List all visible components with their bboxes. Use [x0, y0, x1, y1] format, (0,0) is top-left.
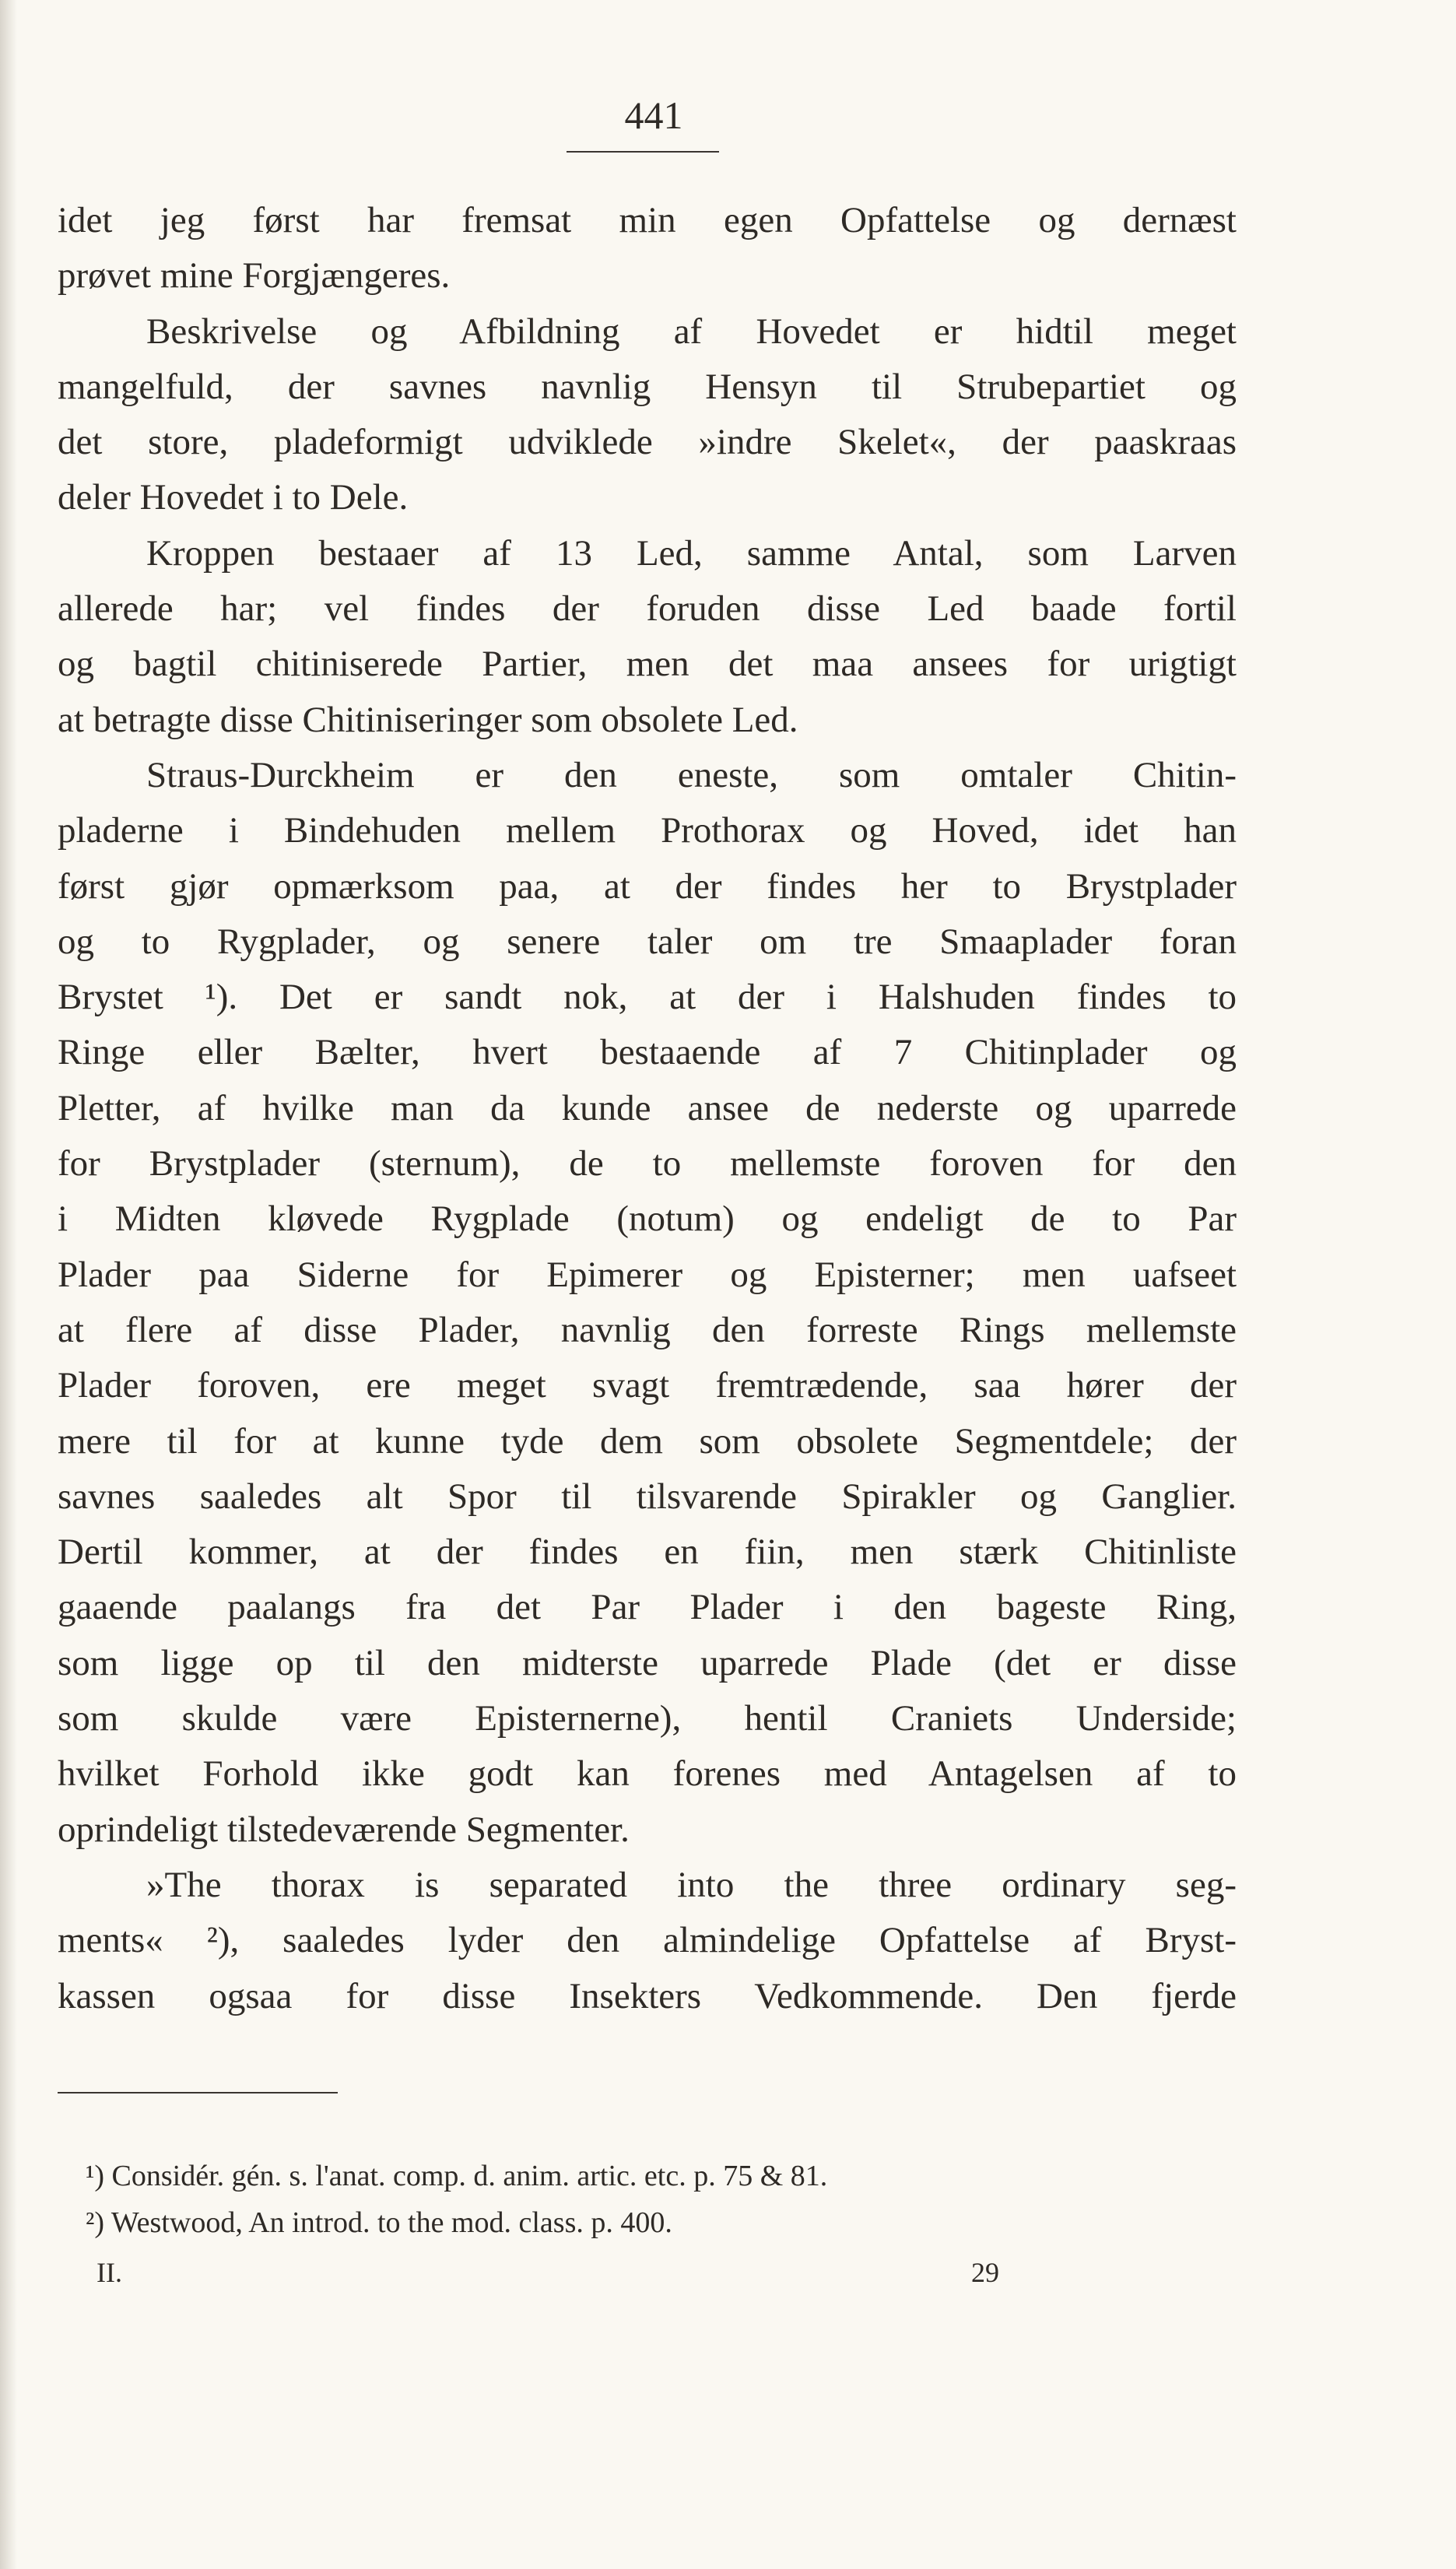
footnote-separator [58, 2092, 338, 2093]
page-number-rule [567, 151, 719, 153]
text-line: og bagtil chitiniserede Partier, men det maa ansees for urigtigt [58, 644, 1237, 685]
text-line: gaaende paalangs fra det Par Plader i den bageste Ring, [58, 1587, 1237, 1628]
text-line: oprindeligt tilstedeværende Segmenter. [58, 1809, 630, 1850]
text-line: idet jeg først har fremsat min egen Opfattelse og dernæst [58, 200, 1237, 240]
text-line: i Midten kløvede Rygplade (notum) og endeligt de to Par [58, 1199, 1237, 1240]
page-edge-shadow [0, 0, 17, 2569]
text-line: Pletter, af hvilke man da kunde ansee de nederste og uparrede [58, 1087, 1237, 1128]
text-line: Dertil kommer, at der findes en fiin, men stærk Chitinliste [58, 1532, 1237, 1573]
footnote: ¹) Considér. gén. s. l'anat. comp. d. anim. artic. etc. p. 75 & 81. [86, 2160, 828, 2192]
volume-mark: II. [96, 2257, 122, 2288]
text-line: det store, pladeformigt udviklede »indre Skelet«, der paaskraas [58, 422, 1237, 463]
page-number: 441 [624, 93, 683, 137]
text-line: Beskrivelse og Afbildning af Hovedet er hidtil meget [146, 311, 1237, 352]
sheet-signature: 29 [971, 2257, 999, 2288]
text-line: pladerne i Bindehuden mellem Prothorax og Hoved, idet han [58, 810, 1237, 851]
text-line: hvilket Forhold ikke godt kan forenes med Antagelsen af to [58, 1753, 1237, 1795]
text-line: deler Hovedet i to Dele. [58, 477, 409, 518]
text-line: savnes saaledes alt Spor til tilsvarende Spirakler og Ganglier. [58, 1476, 1237, 1517]
footnotes [86, 2153, 1214, 2246]
signature-line [96, 2249, 1030, 2296]
text-line: allerede har; vel findes der foruden disse Led baade fortil [58, 588, 1237, 630]
footnote: ²) Westwood, An introd. to the mod. class. p. 400. [86, 2206, 672, 2239]
text-line: Plader foroven, ere meget svagt fremtrædende, saa hører der [58, 1365, 1237, 1406]
text-line: Straus-Durckheim er den eneste, som omtaler Chitin- [146, 754, 1237, 795]
text-line: Kroppen bestaaer af 13 Led, samme Antal, som Larven [146, 532, 1237, 574]
text-line: mangelfuld, der savnes navnlig Hensyn til Strubepartiet og [58, 366, 1237, 407]
text-line: for Brystplader (sternum), de to mellemste foroven for den [58, 1143, 1237, 1184]
body-text [58, 193, 1237, 2024]
text-line: prøvet mine Forgjængeres. [58, 255, 451, 297]
text-line: Brystet ¹). Det er sandt nok, at der i Halshuden findes to [58, 977, 1237, 1018]
text-line: først gjør opmærksom paa, at der findes her to Brystplader [58, 865, 1237, 907]
text-line: ments« ²), saaledes lyder den almindelige Opfattelse af Bryst- [58, 1920, 1237, 1961]
text-line: som ligge op til den midterste uparrede Plade (det er disse [58, 1642, 1237, 1683]
text-line: »The thorax is separated into the three ordinary seg- [146, 1864, 1237, 1905]
text-line: mere til for at kunne tyde dem som obsolete Segmentdele; der [58, 1420, 1237, 1462]
text-line: Plader paa Siderne for Epimerer og Episterner; men uafseet [58, 1254, 1237, 1295]
text-line: som skulde være Episternerne), hentil Craniets Underside; [58, 1698, 1237, 1739]
text-line: at flere af disse Plader, navnlig den forreste Rings mellemste [58, 1309, 1237, 1350]
text-line: kassen ogsaa for disse Insekters Vedkommende. Den fjerde [58, 1975, 1237, 2016]
text-line: at betragte disse Chitiniseringer som obsolete Led. [58, 699, 798, 740]
text-line: Ringe eller Bælter, hvert bestaaende af 7 Chitinplader og [58, 1032, 1237, 1073]
text-line: og to Rygplader, og senere taler om tre Smaaplader foran [58, 921, 1237, 962]
